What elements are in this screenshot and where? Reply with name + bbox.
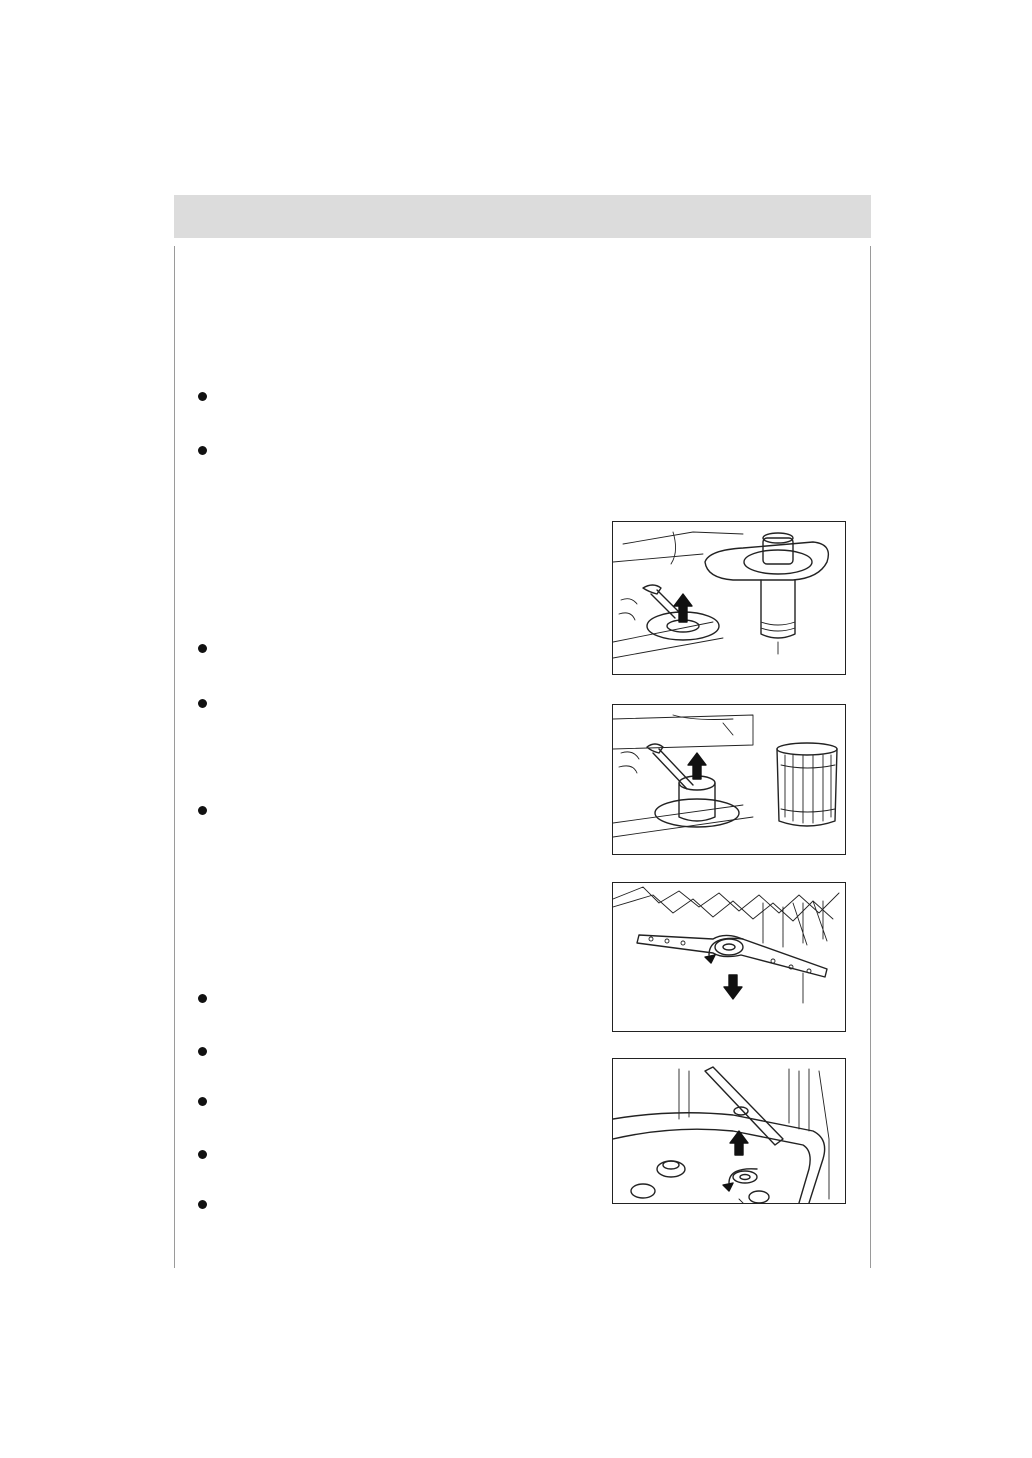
bullet-point [198, 1047, 207, 1056]
bullet-point [198, 1097, 207, 1106]
coarse-filter-removal-illustration [612, 704, 846, 855]
bullet-point [198, 392, 207, 401]
bullet-point [198, 806, 207, 815]
upper-spray-arm-unscrew-illustration [612, 882, 846, 1032]
right-margin-rule [870, 246, 871, 1268]
bullet-point [198, 644, 207, 653]
filter-removal-illustration [612, 521, 846, 675]
section-header-band [174, 195, 871, 238]
left-margin-rule [174, 246, 175, 1268]
lower-spray-arm-lift-illustration [612, 1058, 846, 1204]
bullet-point [198, 1200, 207, 1209]
bullet-point [198, 1150, 207, 1159]
bullet-point [198, 994, 207, 1003]
bullet-point [198, 446, 207, 455]
bullet-point [198, 699, 207, 708]
